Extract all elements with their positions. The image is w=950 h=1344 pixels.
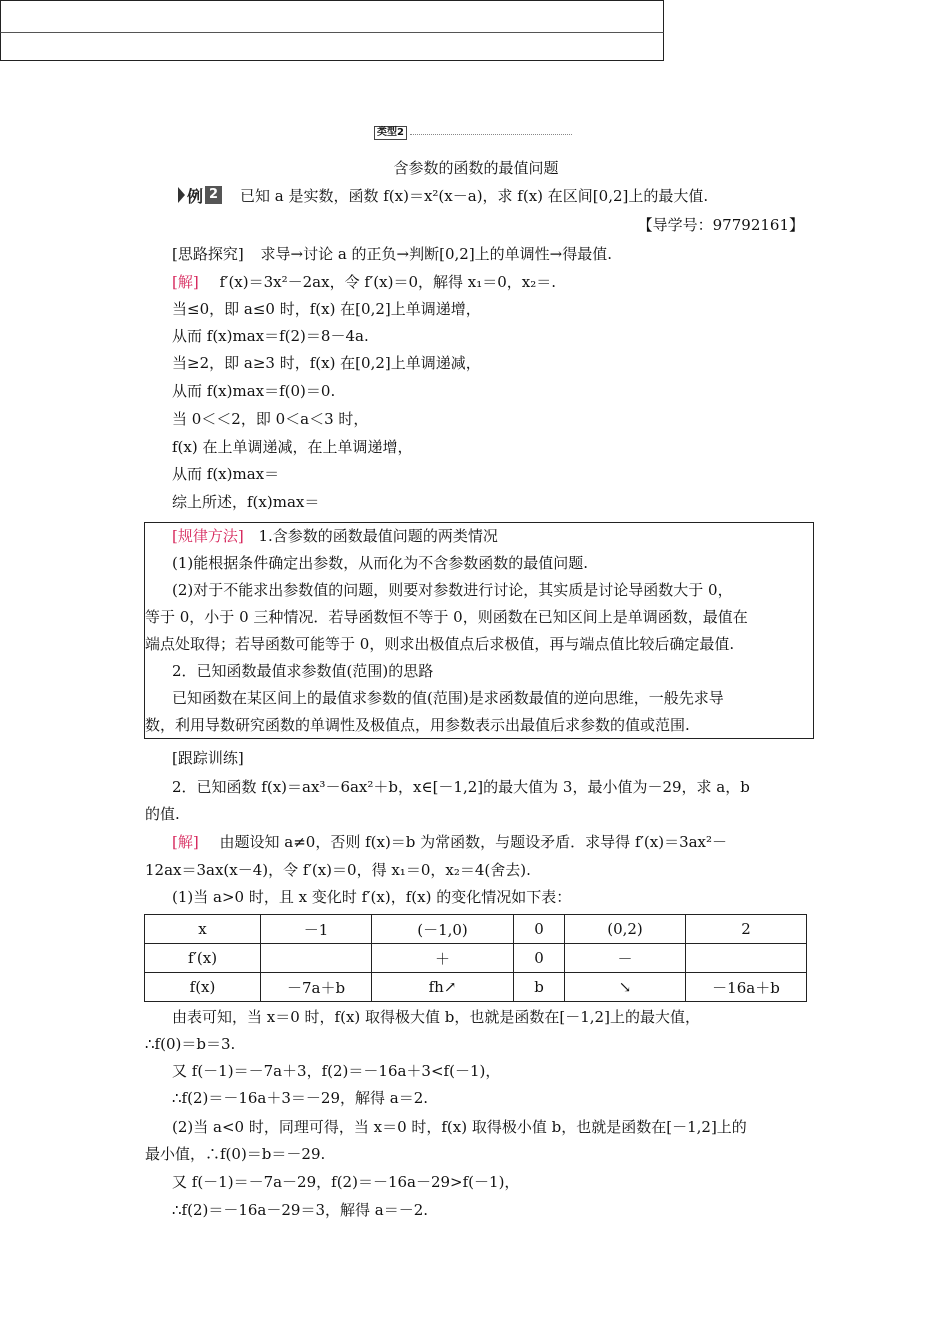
table-cell: －7a＋b — [261, 973, 372, 1002]
method-line: 已知函数在某区间上的最值求参数的值(范围)是求函数最值的逆向思维，一般先求导 — [172, 689, 724, 707]
method-label: [规律方法] — [172, 527, 244, 545]
training-solution-line: 12ax＝3ax(x－4)，令 f′(x)＝0，得 x₁＝0，x₂＝4(舍去). — [145, 861, 531, 879]
table-cell: 0 — [514, 915, 565, 944]
method-heading-row — [172, 526, 498, 546]
example-badge — [178, 185, 222, 205]
solution-line: 从而 f(x)max＝ — [172, 465, 280, 483]
section-title: 含参数的函数的最值问题 — [393, 159, 559, 177]
method-line: (1)能根据条件确定出参数，从而化为不含参数函数的最值问题. — [172, 554, 589, 572]
section-tag: 类型2 — [374, 126, 407, 140]
table-cell: ↘ — [565, 973, 686, 1002]
analysis-line: ∴f(0)＝b＝3. — [145, 1035, 236, 1053]
analysis-line: (2)当 a<0 时，同理可得，当 x＝0 时，f(x) 取得极小值 b，也就是函数在[－1,2]上的 — [172, 1118, 747, 1136]
idea-label: [思路探究] — [172, 245, 244, 263]
table-cell: 2 — [686, 915, 807, 944]
table-cell: 0 — [514, 944, 565, 973]
table-row — [145, 944, 807, 973]
training-problem-cont: 的值. — [145, 805, 180, 823]
method-line: (2)对于不能求出参数值的问题，则要对参数进行讨论，其实质是讨论导函数大于 0， — [172, 581, 733, 599]
solution-line: f′(x)＝3x²－2ax，令 f′(x)＝0，解得 x₁＝0，x₂＝. — [219, 273, 557, 291]
training-solution-label: [解] — [172, 833, 199, 851]
example-word: 例 — [187, 186, 204, 206]
analysis-line: 又 f(－1)＝－7a＋3，f(2)＝－16a＋3<f(－1)， — [172, 1062, 501, 1080]
idea-text: 求导→讨论 a 的正负→判断[0,2]上的单调性→得最值. — [260, 245, 613, 263]
solution-line: f(x) 在上单调递减，在上单调递增， — [172, 438, 413, 456]
solution-line: 当≤0，即 a≤0 时，f(x) 在[0,2]上单调递增， — [172, 300, 481, 318]
reference-number: 【导学号：97792161】 — [637, 216, 804, 234]
table-cell: x — [145, 915, 261, 944]
method-line: 端点处取得；若导函数可能等于 0，则求出极值点后求极值，再与端点值比较后确定最值. — [145, 635, 735, 653]
training-problem: 2．已知函数 f(x)＝ax³－6ax²＋b，x∈[－1,2]的最大值为 3，最小值为－29，求 a，b — [172, 778, 750, 796]
method-line: 2．已知函数最值求参数值(范围)的思路 — [172, 662, 434, 680]
training-label: [跟踪训练] — [172, 749, 244, 767]
case-one-line: (1)当 a>0 时，且 x 变化时 f′(x)，f(x) 的变化情况如下表： — [172, 888, 572, 906]
analysis-line: ∴f(2)＝－16a－29＝3，解得 a＝－2. — [172, 1201, 429, 1219]
header-divider — [410, 134, 572, 135]
solution-line: 当≥2，即 a≥3 时，f(x) 在[0,2]上单调递减， — [172, 354, 481, 372]
table-cell — [686, 944, 807, 973]
table-cell: －1 — [261, 915, 372, 944]
method-heading: 1.含参数的函数最值问题的两类情况 — [258, 527, 498, 545]
table-cell: ＋ — [372, 944, 514, 973]
solution-line: 从而 f(x)max＝f(0)＝0. — [172, 382, 336, 400]
analysis-line: 由表可知，当 x＝0 时，f(x) 取得极大值 b，也就是函数在[－1,2]上的最大值， — [172, 1008, 700, 1026]
table-cell: f(x) — [145, 973, 261, 1002]
section-header-bottom — [0, 32, 664, 61]
training-solution-row — [172, 832, 727, 852]
solution-line: 当 0＜＜2，即 0＜a＜3 时， — [172, 410, 369, 428]
table-cell: fh↗ — [372, 973, 514, 1002]
table-row — [145, 915, 807, 944]
solution-first-row — [172, 272, 556, 292]
variation-table — [144, 914, 807, 1002]
table-cell: (0,2) — [565, 915, 686, 944]
solution-line: 从而 f(x)max＝f(2)＝8－4a. — [172, 327, 369, 345]
example-problem: 已知 a 是实数，函数 f(x)＝x²(x－a)，求 f(x) 在区间[0,2]上的最大值. — [240, 187, 709, 205]
table-cell: (－1,0) — [372, 915, 514, 944]
table-cell: －16a＋b — [686, 973, 807, 1002]
analysis-line: 最小值，∴f(0)＝b＝－29. — [145, 1145, 326, 1163]
training-solution-line: 由题设知 a≠0，否则 f(x)＝b 为常函数，与题设矛盾．求导得 f′(x)＝3ax²－ — [219, 833, 728, 851]
table-cell: b — [514, 973, 565, 1002]
idea-row — [172, 244, 612, 264]
triangle-icon — [178, 187, 185, 203]
table-cell: f′(x) — [145, 944, 261, 973]
solution-label: [解] — [172, 273, 199, 291]
table-cell — [261, 944, 372, 973]
example-number: 2 — [205, 186, 222, 204]
method-line: 等于 0，小于 0 三种情况．若导函数恒不等于 0，则函数在已知区间上是单调函数，最值在 — [145, 608, 748, 626]
table-row — [145, 973, 807, 1002]
method-line: 数，利用导数研究函数的单调性及极值点，用参数表示出最值后求参数的值或范围. — [145, 716, 690, 734]
solution-line: 综上所述，f(x)max＝ — [172, 493, 320, 511]
analysis-line: 又 f(－1)＝－7a－29，f(2)＝－16a－29>f(－1)， — [172, 1173, 520, 1191]
table-cell: － — [565, 944, 686, 973]
section-header-top — [0, 0, 664, 32]
analysis-line: ∴f(2)＝－16a＋3＝－29，解得 a＝2. — [172, 1089, 429, 1107]
